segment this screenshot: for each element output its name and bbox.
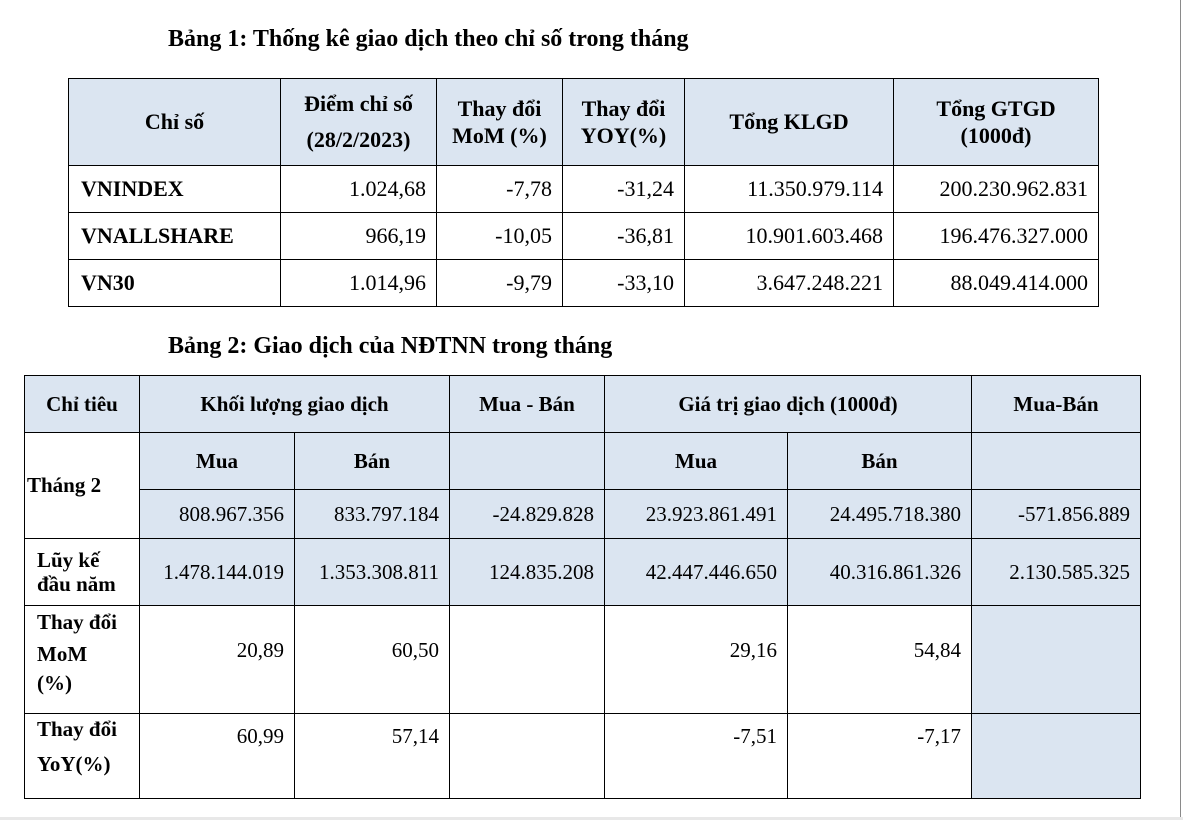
cell-yoy: -31,24	[563, 166, 685, 213]
empty-cell	[972, 714, 1141, 799]
yoy-line1: Thay đổi	[37, 717, 117, 741]
table-row	[69, 260, 1099, 307]
header-gtgd-line1: Tổng GTGD	[936, 96, 1056, 121]
empty-cell	[450, 606, 605, 714]
header-diem-line1: Điểm chỉ số	[304, 91, 413, 116]
cell-gt-net: 2.130.585.325	[972, 539, 1141, 606]
header-mua-ban-gt: Mua-Bán	[972, 376, 1141, 433]
header-yoy-line2: YOY(%)	[580, 123, 667, 148]
cell-gt-net: -571.856.889	[972, 490, 1141, 539]
header-klgd: Tổng KLGD	[685, 79, 894, 166]
subheader-kl-ban: Bán	[295, 433, 450, 490]
table2-subheader-row	[25, 433, 1141, 490]
cell-kl-net: -24.829.828	[450, 490, 605, 539]
table-row	[25, 490, 1141, 539]
header-gia-tri: Giá trị giao dịch (1000đ)	[605, 376, 972, 433]
cell-gt-ban: 54,84	[788, 606, 972, 714]
cell-kl-ban: 60,50	[295, 606, 450, 714]
mom-line1: Thay đổi	[37, 610, 117, 634]
header-yoy	[563, 79, 685, 166]
cell-kl-ban: 57,14	[295, 714, 450, 799]
cell-kl-mua: 808.967.356	[140, 490, 295, 539]
table-row	[25, 606, 1141, 714]
header-diem-line2: (28/2/2023)	[306, 127, 411, 152]
cell-gt-mua: 23.923.861.491	[605, 490, 788, 539]
cell-gt-mua: -7,51	[605, 714, 788, 799]
cell-yoy: -36,81	[563, 213, 685, 260]
subheader-gt-ban: Bán	[788, 433, 972, 490]
index-stats-table	[68, 78, 1099, 307]
cell-gt-mua: 42.447.446.650	[605, 539, 788, 606]
row-label-thang2: Tháng 2	[25, 433, 140, 539]
header-mom-line1: Thay đổi	[457, 96, 542, 121]
row-name: VN30	[69, 260, 281, 307]
row-label-mom	[25, 606, 140, 714]
cell-diem: 1.024,68	[281, 166, 437, 213]
header-yoy-line1: Thay đổi	[581, 96, 666, 121]
empty-cell	[450, 714, 605, 799]
header-diem-chi-so	[281, 79, 437, 166]
cell-gtgd: 88.049.414.000	[894, 260, 1099, 307]
mom-line2: MoM	[37, 642, 88, 666]
cell-klgd: 3.647.248.221	[685, 260, 894, 307]
cell-kl-mua: 20,89	[140, 606, 295, 714]
subheader-kl-mua: Mua	[140, 433, 295, 490]
cell-mom: -9,79	[437, 260, 563, 307]
header-mom	[437, 79, 563, 166]
table2-title: Bảng 2: Giao dịch của NĐTNN trong tháng	[168, 333, 613, 359]
header-gtgd-line2: (1000đ)	[960, 123, 1032, 148]
header-gtgd	[894, 79, 1099, 166]
table1-title: Bảng 1: Thống kê giao dịch theo chỉ số trong tháng	[168, 26, 689, 52]
cell-diem: 1.014,96	[281, 260, 437, 307]
cell-gtgd: 200.230.962.831	[894, 166, 1099, 213]
table-row	[69, 213, 1099, 260]
cell-mom: -10,05	[437, 213, 563, 260]
table-row	[25, 539, 1141, 606]
header-chi-tieu: Chỉ tiêu	[25, 376, 140, 433]
table-row	[25, 714, 1141, 799]
luy-ke-line1: Lũy kế	[37, 548, 100, 572]
header-chi-so: Chỉ số	[69, 79, 281, 166]
cell-gt-ban: 24.495.718.380	[788, 490, 972, 539]
cell-diem: 966,19	[281, 213, 437, 260]
table1-header-row	[69, 79, 1099, 166]
empty-cell	[972, 606, 1141, 714]
cell-gtgd: 196.476.327.000	[894, 213, 1099, 260]
cell-klgd: 11.350.979.114	[685, 166, 894, 213]
row-name: VNALLSHARE	[69, 213, 281, 260]
cell-kl-mua: 60,99	[140, 714, 295, 799]
cell-yoy: -33,10	[563, 260, 685, 307]
cell-kl-ban: 1.353.308.811	[295, 539, 450, 606]
row-label-luy-ke	[25, 539, 140, 606]
header-mom-line2: MoM (%)	[452, 123, 547, 148]
luy-ke-line2: đầu năm	[37, 572, 116, 596]
yoy-line2: YoY(%)	[37, 752, 111, 776]
cell-kl-mua: 1.478.144.019	[140, 539, 295, 606]
cell-kl-net: 124.835.208	[450, 539, 605, 606]
cell-gt-mua: 29,16	[605, 606, 788, 714]
empty-cell	[450, 433, 605, 490]
cell-klgd: 10.901.603.468	[685, 213, 894, 260]
header-mua-ban-kl: Mua - Bán	[450, 376, 605, 433]
table-row	[69, 166, 1099, 213]
cell-mom: -7,78	[437, 166, 563, 213]
cell-gt-ban: -7,17	[788, 714, 972, 799]
cell-gt-ban: 40.316.861.326	[788, 539, 972, 606]
foreign-investor-table	[24, 375, 1141, 799]
empty-cell	[972, 433, 1141, 490]
row-label-yoy	[25, 714, 140, 799]
header-khoi-luong: Khối lượng giao dịch	[140, 376, 450, 433]
subheader-gt-mua: Mua	[605, 433, 788, 490]
mom-line3: (%)	[37, 671, 72, 695]
table2-header-row	[25, 376, 1141, 433]
page-edge-right	[1180, 0, 1181, 820]
row-name: VNINDEX	[69, 166, 281, 213]
cell-kl-ban: 833.797.184	[295, 490, 450, 539]
